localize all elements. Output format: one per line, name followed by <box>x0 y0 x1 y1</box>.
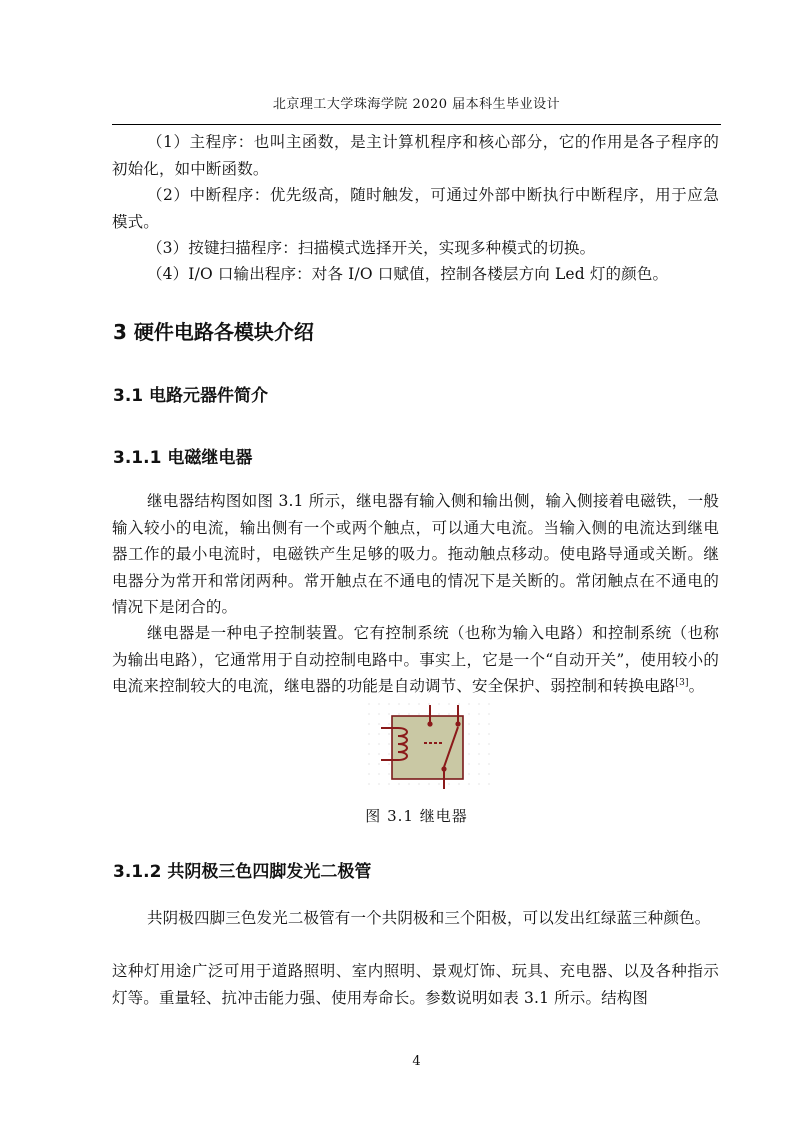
led-heading: 3.1.2 共阴极三色四脚发光二极管 <box>113 862 372 882</box>
section-heading: 3 硬件电路各模块介绍 <box>113 320 314 344</box>
relay-paragraph-2-end: 。 <box>688 677 705 695</box>
relay-symbol-figure <box>368 703 496 793</box>
relay-heading: 3.1.1 电磁继电器 <box>113 448 253 468</box>
relay-body <box>392 716 463 779</box>
citation-ref: [3] <box>675 677 689 688</box>
figure-caption: 图 3.1 继电器 <box>365 807 468 825</box>
relay-paragraph-1: 继电器结构图如图 3.1 所示，继电器有输入侧和输出侧，输入侧接着电磁铁，一般输入较小的电流，输出侧有一个或两个触点，可以通大电流。当输入侧的电流达到继电器工作的最小电流时，电磁铁产生足够的吸力。拖动触点移动。使电路导通或关断。继电器分为常开和常闭两种。常开触点在不通电的情况下是关断的。常闭触点在不通电的情况下是闭合的。 <box>112 492 719 616</box>
page-header: 北京理工大学珠海学院 2020 届本科生毕业设计 <box>272 97 561 112</box>
program-item-io-output: （4）I/O 口输出程序：对各 I/O 口赋值，控制各楼层方向 Led 灯的颜色。 <box>147 265 669 283</box>
subsection-heading: 3.1 电路元器件简介 <box>113 386 269 406</box>
led-paragraph-2: 这种灯用途广泛可用于道路照明、室内照明、景观灯饰、玩具、充电器、以及各种指示灯等。重量轻、抗冲击能力强、使用寿命长。参数说明如表 3.1 所示。结构图 <box>112 962 719 1007</box>
program-item-main: （1）主程序：也叫主函数，是主计算机程序和核心部分，它的作用是各子程序的初始化，如中断函数。 <box>112 133 719 178</box>
relay-paragraph-2-text: 继电器是一种电子控制装置。它有控制系统（也称为输入电路）和控制系统（也称为输出电路），它通常用于自动控制电路中。事实上，它是一个“自动开关”，使用较小的电流来控制较大的电流，继电器的功能是自动调节、安全保护、弱控制和转换电路 <box>112 624 719 695</box>
page-number: 4 <box>412 1054 421 1069</box>
header-rule <box>112 124 721 125</box>
program-item-key-scan: （3）按键扫描程序：扫描模式选择开关，实现多种模式的切换。 <box>147 239 596 257</box>
led-paragraph-1: 共阴极四脚三色发光二极管有一个共阴极和三个阳极，可以发出红绿蓝三种颜色。 <box>147 909 711 927</box>
program-item-interrupt: （2）中断程序：优先级高，随时触发，可通过外部中断执行中断程序，用于应急模式。 <box>112 186 719 231</box>
relay-paragraph-2 <box>112 620 719 700</box>
